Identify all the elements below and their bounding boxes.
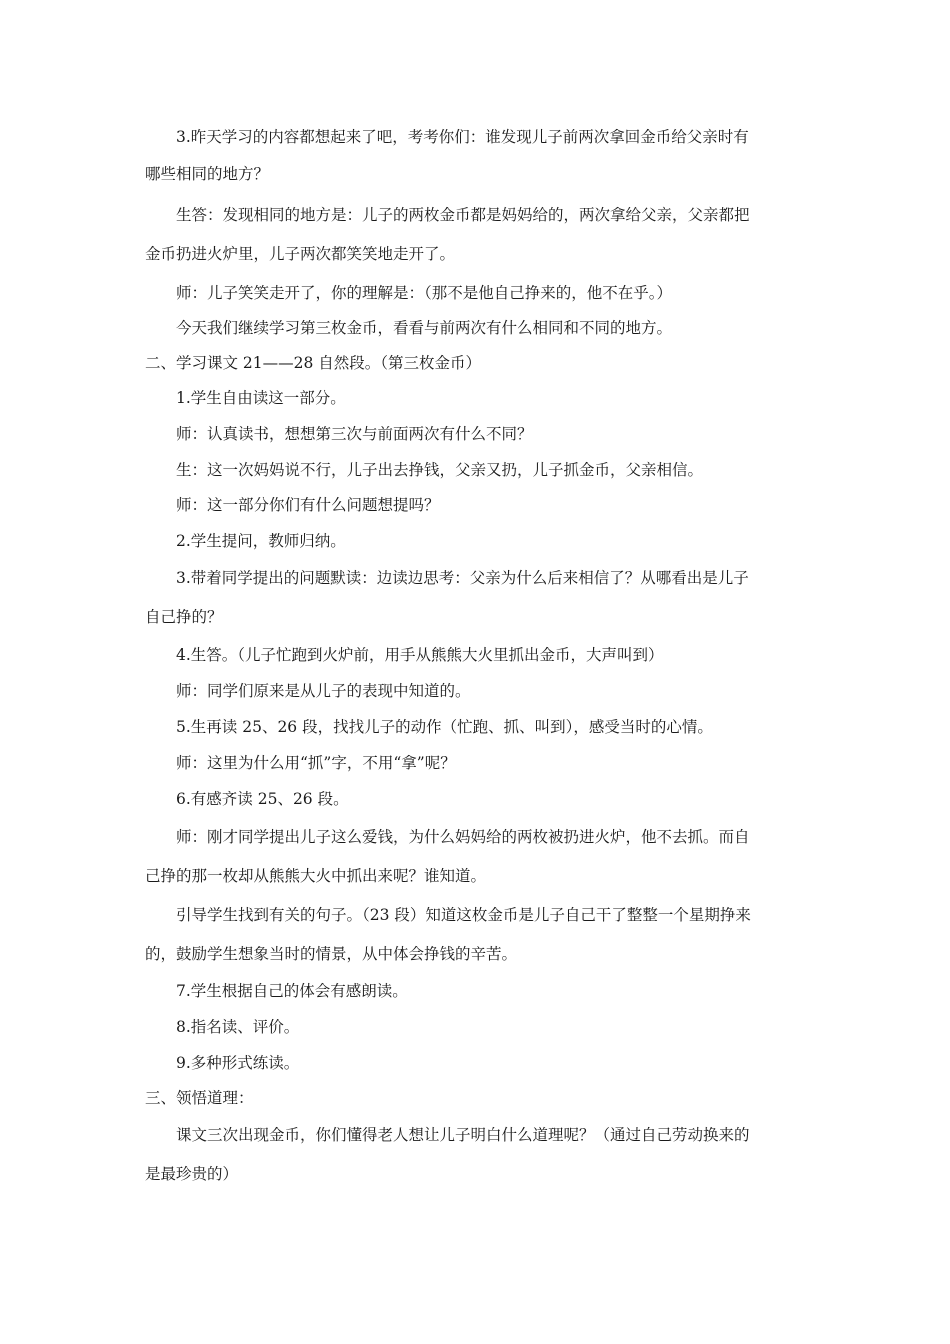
section-heading: 二、学习课文 21——28 自然段。（第三枚金币） (145, 354, 482, 372)
paragraph-line: 引导学生找到有关的句子。（23 段）知道这枚金币是儿子自己干了整整一个星期挣来 (176, 906, 751, 924)
paragraph-line: 自己挣的？ (145, 608, 223, 626)
paragraph-line: 的，鼓励学生想象当时的情景，从中体会挣钱的辛苦。 (145, 945, 518, 963)
paragraph-line: 5.生再读 25、26 段，找找儿子的动作（忙跑、抓、叫到），感受当时的心情。 (176, 718, 713, 736)
paragraph-line: 师：刚才同学提出儿子这么爱钱，为什么妈妈给的两枚被扔进火炉，他不去抓。而自 (176, 828, 750, 846)
paragraph-line: 师：这里为什么用“抓”字，不用“拿”呢？ (176, 754, 456, 772)
paragraph-line: 8.指名读、评价。 (176, 1018, 300, 1036)
paragraph-line: 1.学生自由读这一部分。 (176, 389, 346, 407)
paragraph-line: 师：这一部分你们有什么问题想提吗？ (176, 496, 440, 514)
paragraph-line: 哪些相同的地方？ (145, 165, 270, 183)
paragraph-line: 9.多种形式练读。 (176, 1054, 300, 1072)
paragraph-line: 7.学生根据自己的体会有感朗读。 (176, 982, 408, 1000)
paragraph-line: 6.有感齐读 25、26 段。 (176, 790, 349, 808)
paragraph-line: 金币扔进火炉里，儿子两次都笑笑地走开了。 (145, 245, 456, 263)
paragraph-line: 4.生答。（儿子忙跑到火炉前，用手从熊熊大火里抓出金币，大声叫到） (176, 646, 664, 664)
paragraph-line: 3.带着同学提出的问题默读：边读边思考：父亲为什么后来相信了？从哪看出是儿子 (176, 569, 749, 587)
paragraph-line: 生答：发现相同的地方是：儿子的两枚金币都是妈妈给的，两次拿给父亲，父亲都把 (176, 206, 750, 224)
paragraph-line: 师：认真读书，想想第三次与前面两次有什么不同？ (176, 425, 533, 443)
paragraph-line: 师：同学们原来是从儿子的表现中知道的。 (176, 682, 471, 700)
paragraph-line: 2.学生提问，教师归纳。 (176, 532, 346, 550)
section-heading: 三、领悟道理： (145, 1089, 254, 1107)
paragraph-line: 是最珍贵的） (145, 1165, 239, 1183)
paragraph-line: 今天我们继续学习第三枚金币，看看与前两次有什么相同和不同的地方。 (176, 319, 673, 337)
paragraph-line: 生：这一次妈妈说不行，儿子出去挣钱，父亲又扔，儿子抓金币，父亲相信。 (176, 461, 704, 479)
paragraph-line: 课文三次出现金币，你们懂得老人想让儿子明白什么道理呢？（通过自己劳动换来的 (176, 1126, 750, 1144)
paragraph-line: 师：儿子笑笑走开了，你的理解是：（那不是他自己挣来的，他不在乎。） (176, 284, 673, 302)
paragraph-line: 3.昨天学习的内容都想起来了吧，考考你们：谁发现儿子前两次拿回金币给父亲时有 (176, 128, 749, 146)
paragraph-line: 己挣的那一枚却从熊熊大火中抓出来呢？谁知道。 (145, 867, 487, 885)
